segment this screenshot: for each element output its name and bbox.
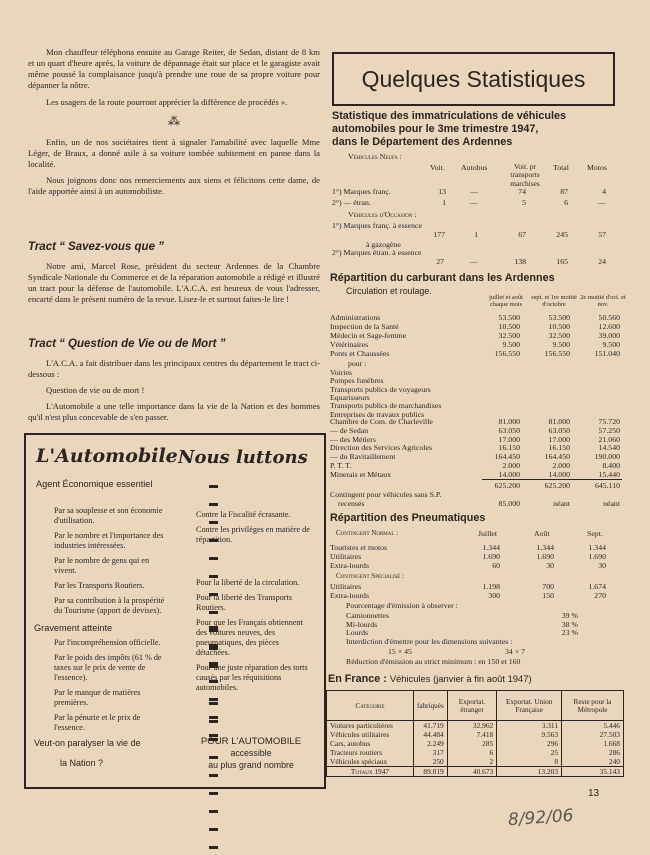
- table-row: [327, 757, 624, 767]
- total-rule: [482, 479, 622, 480]
- cell: 30: [598, 560, 606, 570]
- list-item: Equarisseurs: [330, 392, 370, 402]
- cell: 44.484: [414, 730, 448, 739]
- cell: 1.668: [562, 739, 624, 748]
- list-item: Par le manque de matières premières.: [54, 688, 141, 707]
- cell: 17.000: [548, 434, 570, 444]
- col-header: Juillet: [478, 529, 498, 538]
- row-label: Minerais et Métaux: [330, 469, 392, 479]
- col-header: Exportat. Union Française: [497, 691, 562, 721]
- row-label: Touristes et motos: [330, 543, 388, 552]
- cell: 41.719: [414, 721, 448, 731]
- row-label: Utilitaires: [330, 551, 362, 561]
- cell: 2: [447, 757, 496, 767]
- table-row: [327, 730, 624, 739]
- cell: —: [470, 198, 478, 207]
- cell: 245: [556, 230, 568, 239]
- cell: 9.500: [602, 339, 620, 349]
- row-label: Véhicules utilitaires: [327, 730, 414, 739]
- section-heading: Répartition du carburant dans les Ardennes: [330, 272, 555, 284]
- col-header: Sept.: [587, 529, 603, 538]
- row-label: à gazogène: [366, 240, 401, 249]
- cell: 156.550: [494, 348, 520, 358]
- section-heading: Répartition des Pneumatiques: [330, 512, 486, 524]
- cell: 286: [562, 748, 624, 757]
- section-heading: Statistique des immatriculations de véhicules automobiles pour le 3me trimestre 1947, dans le Département des Ardennes: [332, 110, 567, 148]
- pneu-normal-label: Contingent Normal :: [336, 529, 399, 537]
- list-item: Par sa contribution à la prospérité du Tourisme (apport de devises).: [54, 596, 165, 615]
- cell: 8: [497, 757, 562, 767]
- tract-box: [24, 433, 326, 789]
- col-header: Août: [534, 529, 550, 538]
- cell: 164.450: [494, 452, 520, 462]
- row-label: Direction des Services Agricoles: [330, 443, 432, 453]
- cell: 16.150: [548, 443, 570, 453]
- row-label: 1°) Marques franç. à essence: [332, 221, 422, 230]
- cell: 700: [542, 582, 554, 591]
- cell: 6: [447, 748, 496, 757]
- box-bottom-right-1: POUR L'AUTOMOBILE: [200, 736, 302, 747]
- cell: 9.500: [502, 339, 520, 349]
- cell: 7.418: [447, 730, 496, 739]
- col-header: Voit. pr transports marchises: [510, 162, 540, 188]
- cell: 150: [542, 590, 554, 600]
- cell: 50.560: [598, 313, 620, 322]
- cell: —: [470, 257, 478, 266]
- list-item: Contre les privilèges en matière de répartition.: [196, 525, 310, 544]
- cell: 1.690: [588, 551, 606, 561]
- row-label: Lourds: [346, 628, 369, 638]
- cell: 87: [560, 187, 568, 196]
- box-bottom-left-1: Veut-on paralyser la vie de: [34, 738, 141, 748]
- cell: 10.500: [548, 321, 570, 331]
- cell: 151.040: [594, 348, 620, 358]
- cell: 5.446: [562, 721, 624, 731]
- cell: 1.344: [588, 543, 606, 552]
- reduction-label: Réduction d'émission au strict minimum : en 150 et 160: [346, 657, 521, 666]
- row-label: 2°) Marques étran. à essence: [332, 248, 422, 257]
- cell: 3.311: [497, 721, 562, 731]
- paragraph: Question de vie ou de mort !: [46, 385, 145, 395]
- row-label: Voitures particulières: [327, 721, 414, 731]
- list-item: Par sa souplesse et son économie d'utilisation.: [54, 506, 163, 525]
- row-label: Véhicules spéciaux: [327, 757, 414, 767]
- box-bottom-right-3: au plus grand nombre: [208, 760, 294, 770]
- cell: néant: [553, 499, 570, 508]
- col-header: Voit.: [430, 163, 445, 172]
- cell: 75.720: [598, 417, 620, 426]
- cell: 9.500: [552, 339, 570, 349]
- cell: 9.563: [497, 730, 562, 739]
- cell: 1.344: [482, 543, 500, 552]
- row-label: Cars, autobus: [327, 739, 414, 748]
- cell: 2.000: [552, 461, 570, 470]
- cell: 6: [564, 198, 568, 207]
- row-label: Utilitaires: [330, 582, 362, 591]
- box-bottom-right-2: accessible: [230, 748, 272, 758]
- list-item: Entreprises de travaux publics: [330, 409, 425, 419]
- total-row: [327, 767, 624, 777]
- cell: 177: [433, 230, 445, 239]
- pourcentage-label: Pourcentage d'émission à observer :: [346, 601, 458, 610]
- neufs-label: Véhicules Neufs :: [348, 152, 402, 161]
- cell: 14.540: [598, 443, 620, 453]
- box-title-left: L'Automobile: [36, 445, 178, 467]
- cell: 1.690: [536, 551, 554, 561]
- list-item: Pour que les Français obtiennent des voitures neuves, des pneumatiques, des pièces détachées.: [196, 618, 303, 657]
- row-label: P. T. T.: [330, 461, 352, 470]
- cell: 53.500: [498, 313, 520, 322]
- occasion-label: Véhicules d'Occasion :: [348, 210, 417, 219]
- cell: 27.503: [562, 730, 624, 739]
- cell: 39 %: [561, 611, 578, 620]
- row-label: Administrations: [330, 313, 381, 322]
- list-item: Par la pénurie et le prix de l'essence.: [54, 713, 141, 732]
- grav-list: [54, 638, 172, 733]
- cell: 57: [598, 230, 606, 239]
- left-column: [28, 47, 320, 197]
- cell: 14.000: [498, 469, 520, 479]
- cell: 164.450: [544, 452, 570, 462]
- cell: 63.050: [548, 425, 570, 435]
- page-title: Quelques Statistiques: [332, 52, 615, 106]
- cell: 40.673: [447, 767, 496, 777]
- col-header: sept. et 1re moitié d'octobre: [531, 294, 577, 309]
- list-item: Par l'incompréhension officielle.: [54, 638, 161, 647]
- cell: 81.000: [498, 417, 520, 426]
- col-header: Total: [553, 163, 569, 172]
- paragraph: Notre ami, Marcel Rose, président du secteur Ardennes de la Chambre Syndicale Nationale du Commerce et de la réparation automobile a rédigé et illustré un tract pour la défense de l'automobile. L'A.C.A. est heureux de vous l'adresser, encarté dans le présent numéro de la revue. Lisez-le et surtout faites-le lire !: [28, 261, 320, 304]
- cell: 1.674: [588, 582, 606, 591]
- col-header: fabriqués: [414, 691, 448, 721]
- row-label: Totaux 1947: [327, 767, 414, 777]
- col-header: Reste pour la Métropole: [562, 691, 624, 721]
- cell: —: [470, 187, 478, 196]
- col-header: Autobus: [461, 163, 488, 172]
- table-row: [327, 739, 624, 748]
- cell: 57.250: [598, 425, 620, 435]
- cell: 85.000: [498, 499, 520, 508]
- cell: 60: [492, 560, 500, 570]
- lutte-list: [196, 578, 314, 693]
- interdiction-label: Interdiction d'émettre pour les dimensions suivantes :: [346, 637, 513, 646]
- paragraph: Enfin, un de nos sociétaires tient à signaler l'amabilité avec laquelle Mme Léger, de Braux, a donné asile à sa voiture tombée subitement en panne dans la localité.: [28, 137, 320, 169]
- paragraph: Nous joignons donc nos remerciements aux siens et félicitons cette dame, de l'aide apportée ainsi à un automobiliste.: [28, 175, 320, 196]
- paragraph: L'Automobile a une telle importance dans la vie de la Nation et des hommes qu'il n'est plus concevable de s'en passer.: [28, 401, 320, 422]
- page-number: 13: [588, 788, 600, 799]
- list-item: Pour la liberté de la circulation.: [196, 578, 300, 587]
- gravement-title: Gravement atteinte: [34, 623, 113, 633]
- table-row: [327, 748, 624, 757]
- cell: 67: [518, 230, 526, 239]
- table-row: [327, 721, 624, 731]
- cell: 81.000: [548, 417, 570, 426]
- tract-title: Tract “ Savez-vous que ”: [28, 241, 164, 253]
- cell: 285: [447, 739, 496, 748]
- col-header: Catégorie: [327, 691, 414, 721]
- cell: 5: [522, 198, 526, 207]
- col-header: Exportat. étranger: [447, 691, 496, 721]
- cell: 38 %: [561, 619, 578, 629]
- cell: 39.000: [598, 330, 620, 340]
- row-label: Vétérinaires: [330, 339, 369, 349]
- row-label: recensés: [338, 499, 365, 508]
- row-label: Ponts et Chaussées: [330, 348, 390, 358]
- list-item: Transports publics de voyageurs: [330, 384, 431, 394]
- cell: 63.050: [498, 425, 520, 435]
- cell: 17.000: [498, 434, 520, 444]
- dimension: 34 × 7: [505, 647, 525, 656]
- col-header: Motos: [587, 163, 607, 172]
- list-item: Pour la liberté des Transports Routiers.: [196, 593, 292, 612]
- bar-column-icon: [209, 693, 218, 855]
- cell: 21.060: [598, 434, 620, 444]
- cell: 190.000: [594, 452, 620, 462]
- cell: 13.203: [497, 767, 562, 777]
- paragraph: Mon chauffeur téléphona ensuite au Garage Reiter, de Sedan, distant de 8 km et un quart d'heure après, la voiture de dépannage était sur place et le garagiste avait même poussé la complaisance jusqu'à prendre une roue de sa propre voiture pour dépanner la nôtre.: [28, 47, 320, 90]
- cell: 240: [562, 757, 624, 767]
- paragraph: L'A.C.A. a fait distribuer dans les principaux centres du département le tract ci-dessous :: [28, 358, 320, 379]
- pneu-special-label: Contingent Spécialisé :: [336, 572, 404, 580]
- cell: 8.400: [602, 461, 620, 470]
- cell: 14.000: [548, 469, 570, 479]
- tract-title: Tract “ Question de Vie ou de Mort ”: [28, 338, 226, 350]
- cell: 15.440: [598, 469, 620, 479]
- cell: 645.110: [594, 481, 620, 490]
- list-item: Par les Transports Routiers.: [54, 581, 145, 590]
- row-label: Tracteurs routiers: [327, 748, 414, 757]
- cell: 1.344: [536, 543, 554, 552]
- cell: 32.500: [548, 330, 570, 340]
- cell: 1: [442, 198, 446, 207]
- col-header: juillet et août chaque mois: [489, 294, 523, 309]
- cell: 30: [546, 560, 554, 570]
- cell: 12.600: [598, 321, 620, 331]
- section-heading: En France : Véhicules (janvier à fin août 1947): [328, 673, 532, 685]
- cell: 32.500: [498, 330, 520, 340]
- row-label: — de Sedan: [330, 425, 369, 435]
- cell: 16.150: [498, 443, 520, 453]
- cell: 2.000: [502, 461, 520, 470]
- paragraph: Les usagers de la route pourront apprécier la différence de procédés ».: [46, 97, 288, 107]
- row-label: — du Ravitaillement: [330, 452, 396, 462]
- section-subheading: Circulation et roulage.: [346, 286, 432, 296]
- cell: 24: [598, 257, 606, 266]
- col-header: 2e moitié d'oct. et nov.: [580, 294, 626, 309]
- list-item: Transports publics de marchandises: [330, 401, 442, 411]
- list-item: Voiries: [330, 368, 352, 377]
- cell: 156.550: [544, 348, 570, 358]
- cell: 165: [556, 257, 568, 266]
- cell: 1: [474, 230, 478, 239]
- cell: —: [598, 198, 606, 207]
- pour-label: pour :: [348, 359, 367, 368]
- cell: 317: [414, 748, 448, 757]
- row-label: Extra-lourds: [330, 560, 369, 570]
- row-label: Camionnettes: [346, 611, 389, 620]
- cell: 89.019: [414, 767, 448, 777]
- agent-title: Agent Économique essentiel: [36, 479, 153, 489]
- dimension: 15 × 45: [388, 647, 412, 656]
- cell: 300: [488, 590, 500, 600]
- cell: 23 %: [561, 628, 578, 638]
- cell: 10.500: [498, 321, 520, 331]
- cell: 1.690: [482, 551, 500, 561]
- separator-ornament: ⁂: [168, 114, 180, 128]
- france-table: [326, 690, 624, 777]
- list-item: Par le poids des impôts (61 % de taxes sur le prix de vente de l'essence).: [54, 653, 162, 682]
- row-label: — des Métiers: [330, 434, 376, 444]
- cell: 25: [497, 748, 562, 757]
- cell: 4: [602, 187, 606, 196]
- row-label: Chambre de Com. de Charleville: [330, 417, 433, 426]
- cell: 625.200: [494, 481, 520, 490]
- row-label: Contingent pour véhicules sans S.P.: [330, 490, 442, 499]
- cell: néant: [603, 499, 620, 508]
- cell: 2.249: [414, 739, 448, 748]
- cell: 53.500: [548, 313, 570, 322]
- cell: 270: [594, 590, 606, 600]
- cell: 1.198: [482, 582, 500, 591]
- list-item: Pour une juste réparation des torts causés par les réquisitions automobiles.: [196, 663, 308, 692]
- cell: 13: [438, 187, 446, 196]
- lutte-list: [196, 510, 314, 545]
- box-title-right: Nous luttons: [178, 447, 308, 468]
- box-bottom-left-2: la Nation ?: [60, 758, 104, 768]
- cell: 35.143: [562, 767, 624, 777]
- row-label: 1°) Marques franç.: [332, 187, 391, 196]
- list-item: Contre la Fiscalité écrasante.: [196, 510, 291, 519]
- row-label: Inspection de la Santé: [330, 321, 399, 331]
- row-label: Médecin et Sage-femme: [330, 330, 407, 340]
- list-item: Par le nombre de gens qui en vivent.: [54, 556, 150, 575]
- row-label: 2°) — étran.: [332, 198, 371, 207]
- cell: 296: [497, 739, 562, 748]
- list-item: Par le nombre et l'importance des industries intéressées.: [54, 531, 164, 550]
- cell: 27: [436, 257, 444, 266]
- cell: 625.200: [544, 481, 570, 490]
- cell: 74: [518, 187, 526, 196]
- row-label: Extra-lourds: [330, 590, 369, 600]
- cell: 250: [414, 757, 448, 767]
- handwritten-mark: 8/92/06: [507, 805, 575, 831]
- cell: 138: [514, 257, 526, 266]
- row-label: Mi-lourds: [346, 619, 378, 629]
- list-item: Pompes funèbres: [330, 376, 384, 386]
- agent-list: [54, 506, 172, 616]
- cell: 32.962: [447, 721, 496, 731]
